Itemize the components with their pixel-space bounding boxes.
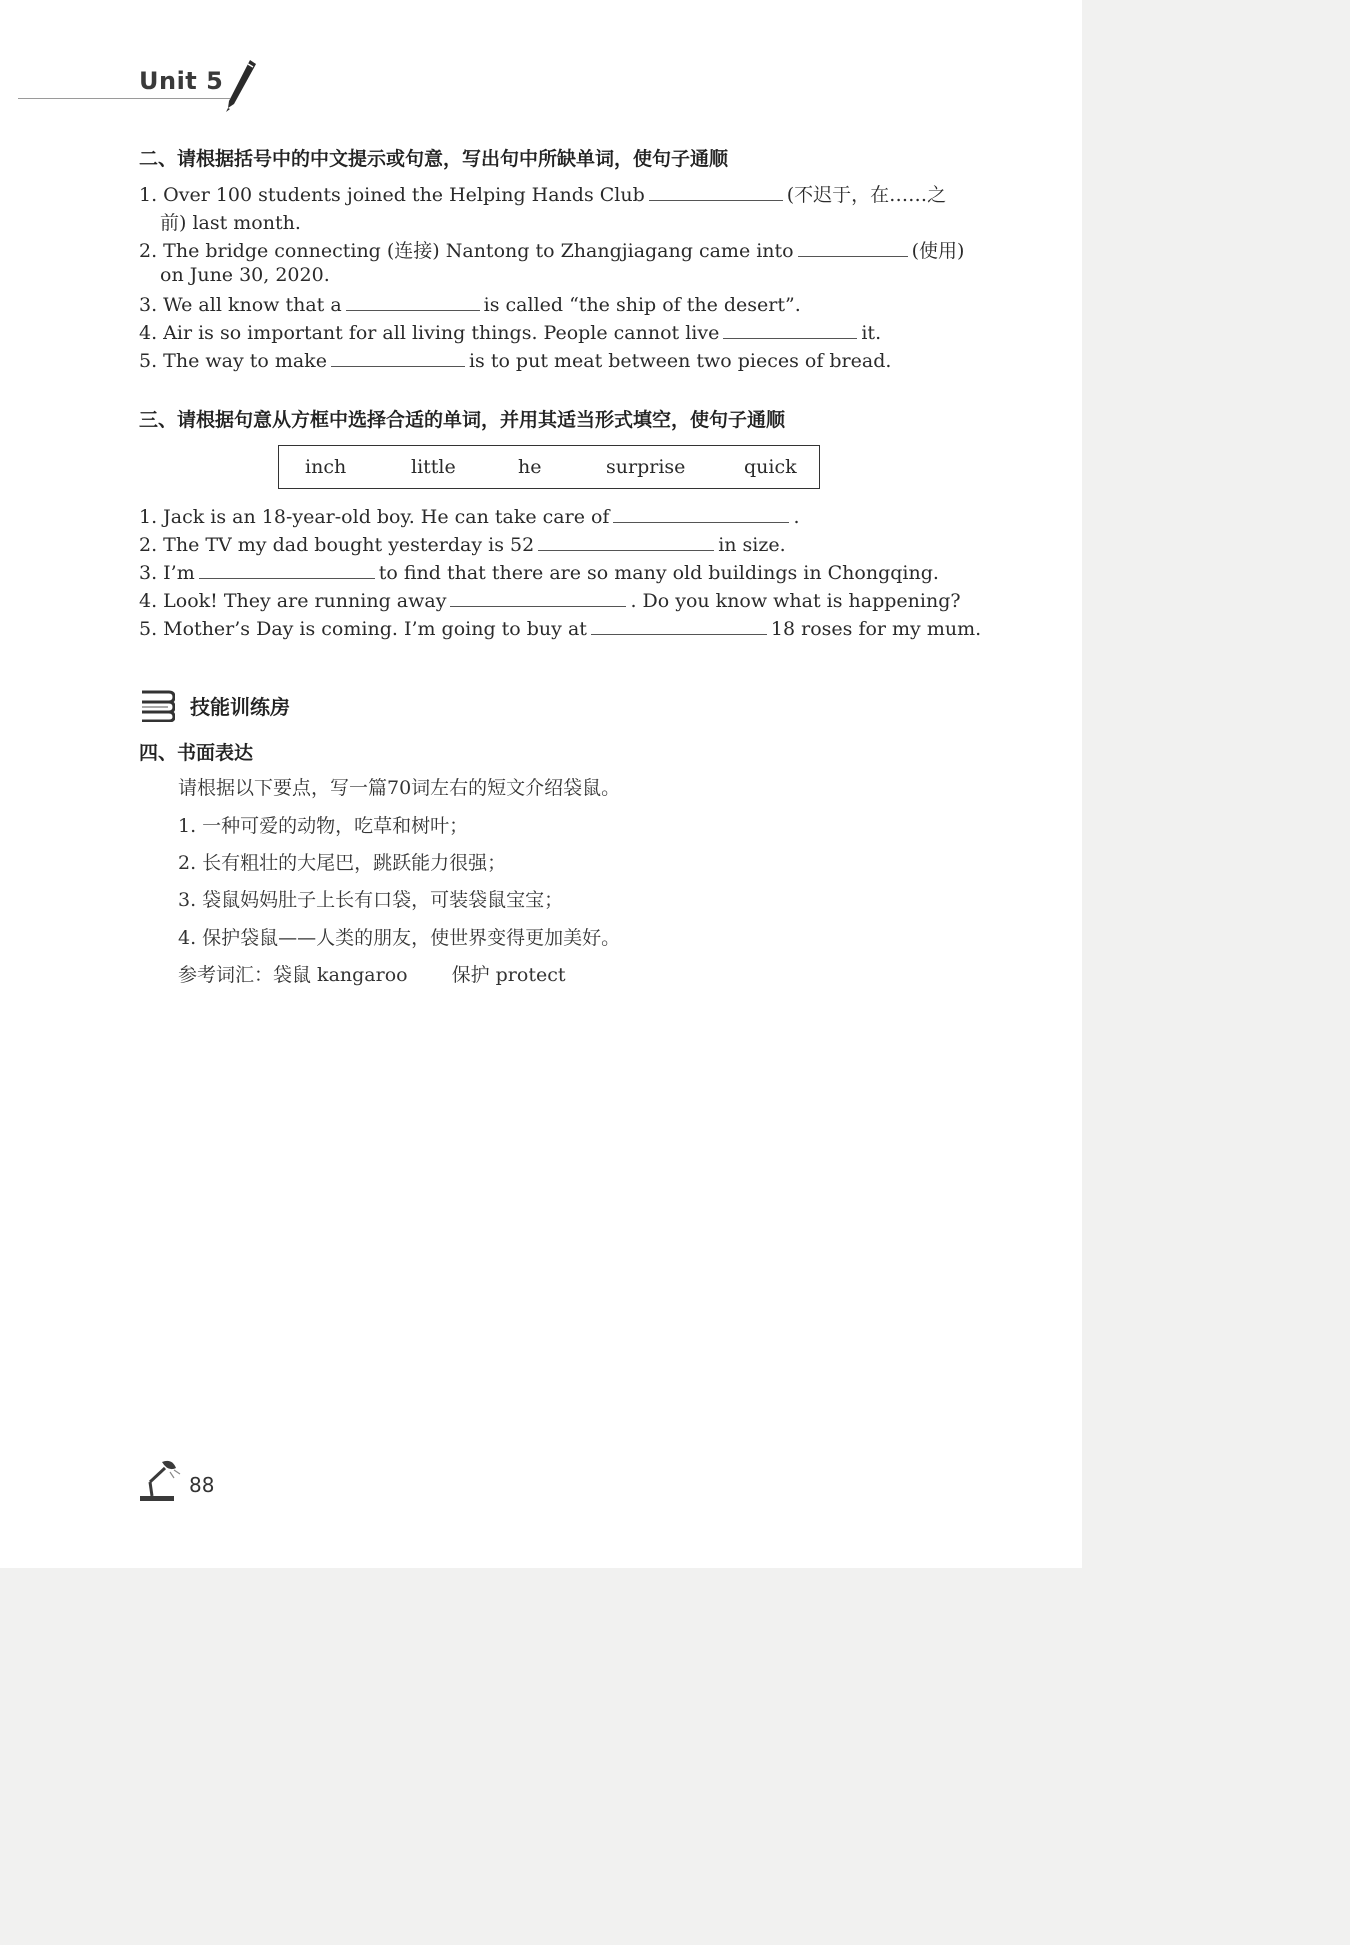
s2-item-2-blank[interactable]: [798, 238, 908, 257]
section-4-heading: 四、书面表达: [139, 742, 254, 764]
section-2-heading: 二、请根据括号中的中文提示或句意，写出句中所缺单词，使句子通顺: [139, 148, 729, 170]
s3-item-3-tail: to find that there are so many old buildings in Chongqing.: [378, 562, 939, 584]
s3-item-3-text: 3. I’m: [139, 562, 195, 584]
s2-item-1-text: 1. Over 100 students joined the Helping Hands Club: [139, 184, 645, 206]
vocab-item: 保护 protect: [451, 964, 566, 986]
s2-item-2-hint: (使用): [911, 240, 965, 262]
s2-item-5-text: 5. The way to make: [139, 350, 327, 372]
s3-item-1-blank[interactable]: [613, 504, 789, 523]
s2-item-2: [139, 236, 964, 263]
s2-item-2-text: 2. The bridge connecting (连接) Nantong to Zhangjiagang came into: [139, 240, 794, 262]
desk-lamp-icon: [138, 1456, 182, 1502]
word-box-word: inch: [305, 456, 347, 478]
word-box: [278, 445, 820, 489]
unit-title: Unit 5: [139, 67, 224, 95]
vocab-line: [178, 960, 565, 987]
stacked-books-icon: [139, 688, 175, 722]
writing-point: 4. 保护袋鼠——人类的朋友，使世界变得更加美好。: [178, 927, 621, 949]
s3-item-2-text: 2. The TV my dad bought yesterday is 52: [139, 534, 535, 556]
s3-item-3-blank[interactable]: [199, 560, 375, 579]
section-3-heading: 三、请根据句意从方框中选择合适的单词，并用其适当形式填空，使句子通顺: [139, 409, 786, 431]
s3-item-4-blank[interactable]: [450, 588, 626, 607]
skills-label: 技能训练房: [190, 695, 290, 719]
vocab-item: 袋鼠 kangaroo: [273, 964, 408, 986]
writing-point: 3. 袋鼠妈妈肚子上长有口袋，可装袋鼠宝宝；: [178, 889, 564, 911]
s3-item-1-tail: .: [793, 506, 800, 528]
s3-item-4-text: 4. Look! They are running away: [139, 590, 447, 612]
s3-item-1: [139, 504, 800, 528]
s2-item-1-continuation: 前) last month.: [160, 212, 301, 234]
writing-prompt: 请根据以下要点，写一篇70词左右的短文介绍袋鼠。: [178, 777, 621, 799]
s2-item-1: [139, 180, 946, 207]
s2-item-1-blank[interactable]: [649, 182, 783, 201]
s2-item-1-hint: (不迟于，在……之: [786, 184, 947, 206]
s2-item-4-text: 4. Air is so important for all living things. People cannot live: [139, 322, 720, 344]
s2-item-3-tail: is called “the ship of the desert”.: [483, 294, 801, 316]
s3-item-3: [139, 560, 939, 584]
word-box-word: quick: [744, 456, 797, 478]
s3-item-5: [139, 616, 981, 640]
s2-item-5: [139, 348, 891, 372]
writing-point: 2. 长有粗壮的大尾巴，跳跃能力很强；: [178, 852, 507, 874]
s2-item-4-tail: it.: [861, 322, 882, 344]
s3-item-4-tail: . Do you know what is happening?: [630, 590, 961, 612]
s3-item-1-text: 1. Jack is an 18-year-old boy. He can take care of: [139, 506, 610, 528]
vocab-label: 参考词汇：: [178, 964, 274, 986]
s2-item-3: [139, 292, 801, 316]
s2-item-4-blank[interactable]: [723, 320, 857, 339]
word-box-word: surprise: [606, 456, 686, 478]
pen-icon: [220, 58, 260, 113]
s3-item-2-blank[interactable]: [538, 532, 714, 551]
s3-item-5-text: 5. Mother’s Day is coming. I’m going to buy at: [139, 618, 587, 640]
s3-item-2: [139, 532, 786, 556]
s3-item-2-tail: in size.: [718, 534, 786, 556]
header-rule: [18, 98, 230, 99]
s3-item-5-blank[interactable]: [591, 616, 767, 635]
s2-item-2-continuation: on June 30, 2020.: [160, 264, 330, 286]
s2-item-5-blank[interactable]: [331, 348, 465, 367]
s3-item-4: [139, 588, 961, 612]
s2-item-5-tail: is to put meat between two pieces of bread.: [468, 350, 892, 372]
page-number: 88: [189, 1473, 215, 1497]
word-box-word: little: [411, 456, 456, 478]
writing-point: 1. 一种可爱的动物，吃草和树叶；: [178, 815, 469, 837]
s2-item-4: [139, 320, 881, 344]
s3-item-5-tail: 18 roses for my mum.: [770, 618, 982, 640]
s2-item-3-text: 3. We all know that a: [139, 294, 342, 316]
s2-item-3-blank[interactable]: [346, 292, 480, 311]
word-box-word: he: [518, 456, 542, 478]
